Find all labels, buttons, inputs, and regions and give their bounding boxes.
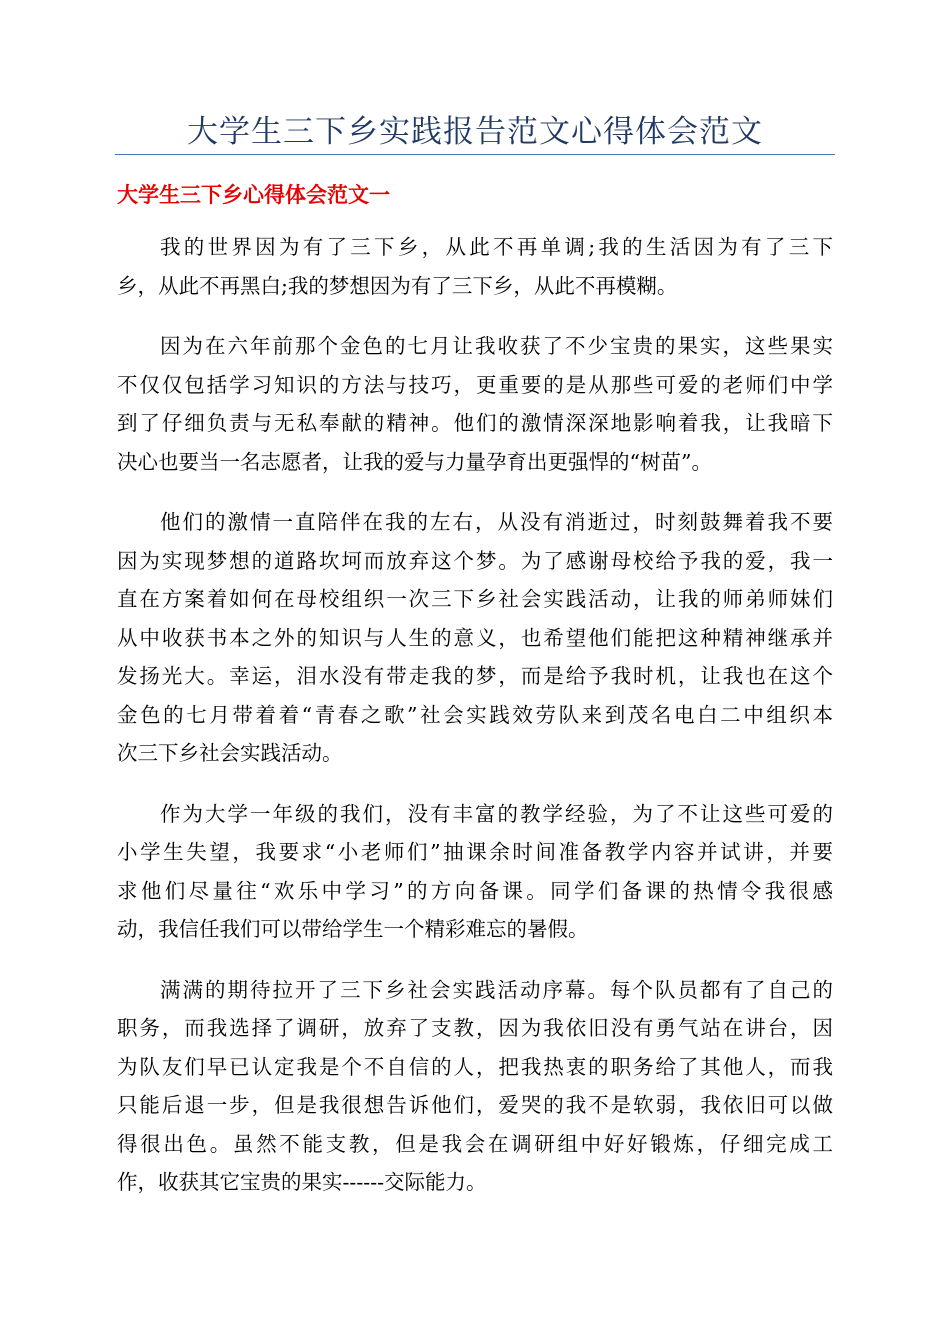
text-line: 我的世界因为有了三下乡，从此不再单调;我的生活因为有了三下 bbox=[160, 235, 833, 259]
text-line: 因为实现梦想的道路坎坷而放弃这个梦。为了感谢母校给予我的爱，我一 bbox=[117, 548, 833, 573]
text-line: 动，我信任我们可以带给学生一个精彩难忘的暑假。 bbox=[117, 917, 589, 941]
paragraph-2 bbox=[117, 327, 833, 481]
paragraph-5 bbox=[117, 971, 833, 1202]
text-line: 满满的期待拉开了三下乡社会实践活动序幕。每个队员都有了自己的 bbox=[160, 977, 833, 1002]
text-line: 为队友们早已认定我是个不自信的人，把我热衷的职务给了其他人，而我 bbox=[117, 1054, 833, 1079]
section-heading: 大学生三下乡心得体会范文一 bbox=[117, 183, 390, 207]
text-line: 次三下乡社会实践活动。 bbox=[117, 741, 343, 765]
text-line: 只能后退一步，但是我很想告诉他们，爱哭的我不是软弱，我依旧可以做 bbox=[117, 1093, 833, 1117]
text-line: 从中收获书本之外的知识与人生的意义，也希望他们能把这种精神继承并 bbox=[117, 625, 833, 650]
paragraph-4 bbox=[117, 795, 833, 949]
text-line: 直在方案着如何在母校组织一次三下乡社会实践活动，让我的师弟师妹们 bbox=[117, 587, 833, 611]
text-line: 金色的七月带着着“青春之歌”社会实践效劳队来到茂名电白二中组织本 bbox=[117, 702, 833, 727]
text-line: 职务，而我选择了调研，放弃了支教，因为我依旧没有勇气站在讲台，因 bbox=[117, 1016, 833, 1040]
text-line: 不仅仅包括学习知识的方法与技巧，更重要的是从那些可爱的老师们中学 bbox=[117, 372, 833, 397]
text-line: 因为在六年前那个金色的七月让我收获了不少宝贵的果实，这些果实 bbox=[160, 334, 833, 358]
paragraph-3 bbox=[117, 503, 833, 773]
document-title: 大学生三下乡实践报告范文心得体会范文 bbox=[187, 114, 763, 150]
title-underline bbox=[115, 154, 835, 155]
text-line: 乡，从此不再黑白;我的梦想因为有了三下乡，从此不再模糊。 bbox=[117, 273, 678, 298]
text-line: 发扬光大。幸运，泪水没有带走我的梦，而是给予我时机，让我也在这个 bbox=[117, 664, 833, 688]
text-line: 小学生失望，我要求“小老师们”抽课余时间准备教学内容并试讲，并要 bbox=[117, 840, 833, 864]
paragraph-1 bbox=[117, 228, 833, 305]
text-line: 得很出色。虽然不能支教，但是我会在调研组中好好锻炼，仔细完成工 bbox=[117, 1131, 833, 1156]
text-line: 作，收获其它宝贵的果实------交际能力。 bbox=[117, 1170, 487, 1194]
text-line: 求他们尽量往“欢乐中学习”的方向备课。同学们备课的热情令我很感 bbox=[117, 878, 833, 903]
text-line: 他们的激情一直陪伴在我的左右，从没有消逝过，时刻鼓舞着我不要 bbox=[160, 510, 833, 534]
text-line: 到了仔细负责与无私奉献的精神。他们的激情深深地影响着我，让我暗下 bbox=[117, 411, 833, 435]
text-line: 作为大学一年级的我们，没有丰富的教学经验，为了不让这些可爱的 bbox=[160, 801, 833, 826]
text-line: 决心也要当一名志愿者，让我的爱与力量孕育出更强悍的“树苗”。 bbox=[117, 449, 712, 474]
document-body bbox=[117, 228, 833, 1224]
